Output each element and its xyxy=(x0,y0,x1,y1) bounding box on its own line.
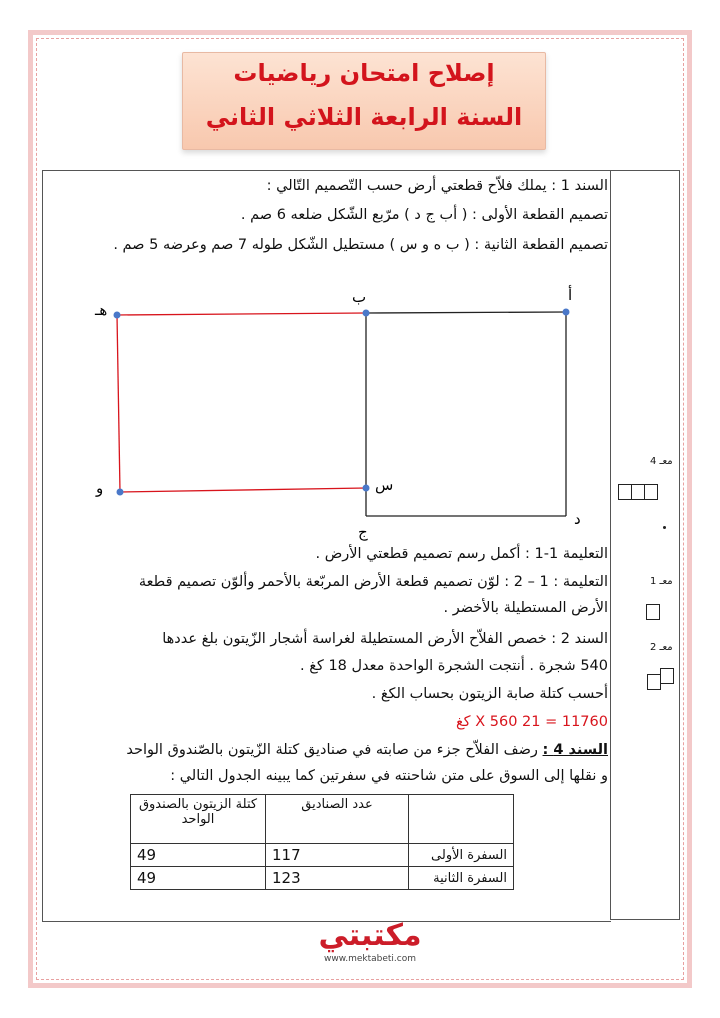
margin-label-m4: معـ 4 xyxy=(650,456,673,467)
site-logo xyxy=(300,918,440,978)
grade-cell[interactable] xyxy=(660,668,674,684)
table-row-label: السفرة الأولى xyxy=(409,844,514,867)
question-line: أحسب كتلة صابة الزيتون بحساب الكغ . xyxy=(371,686,608,702)
land-figure xyxy=(90,280,610,542)
sanad2-line-2: 540 شجرة . أنتجت الشجرة الواحدة معدل 18 كغ . xyxy=(300,658,608,674)
margin-label-m1: معـ 1 xyxy=(650,576,673,587)
label-a: أ xyxy=(568,286,573,304)
title-banner xyxy=(182,52,546,150)
table-header-row xyxy=(131,795,514,844)
point-s xyxy=(363,485,370,492)
crates-table xyxy=(130,794,514,890)
sanad4-line-2: و نقلها إلى السوق على متن شاحنته في سفرتين كما يبينه الجدول التالي : xyxy=(170,768,608,784)
table-cell-mass: 49 xyxy=(131,844,266,867)
piece1-line: تصميم القطعة الأولى : ( أب ج د ) مرّبع الشّكل ضلعه 6 صم . xyxy=(240,207,608,223)
label-j: ج xyxy=(358,523,368,541)
label-s: س xyxy=(375,476,394,494)
table-header-cell: عدد الصناديق xyxy=(266,795,409,844)
table-cell-mass: 49 xyxy=(131,867,266,890)
sanad1-line: السند 1 : يملك فلاّح قطعتي أرض حسب التّصميم التّالي : xyxy=(266,178,608,194)
grade-cell[interactable] xyxy=(644,484,658,500)
grade-cells-m4 xyxy=(619,484,658,500)
page-subtitle: السنة الرابعة الثلاثي الثاني xyxy=(205,103,523,131)
rect-bottom xyxy=(120,488,366,492)
square-top xyxy=(366,312,566,313)
instruction-1-2-cont: الأرض المستطيلة بالأخضر . xyxy=(443,600,608,616)
sanad4-text: رضف الفلاّح جزء من صابته في صناديق كتلة الزّيتون بالصّندوق الواحد xyxy=(126,742,543,758)
table-cell-boxes: 123 xyxy=(266,867,409,890)
grade-cell[interactable] xyxy=(646,604,660,620)
table-cell-boxes: 117 xyxy=(266,844,409,867)
table-row-label: السفرة الثانية xyxy=(409,867,514,890)
label-h: هـ xyxy=(95,301,108,319)
logo-wordmark: مكتبتي xyxy=(318,918,422,953)
table-row xyxy=(131,844,514,867)
point-h xyxy=(114,312,121,319)
sanad4-line xyxy=(126,742,608,758)
page-title: إصلاح امتحان رياضيات xyxy=(233,59,495,87)
label-b: ب xyxy=(352,288,367,306)
rect-left xyxy=(117,315,120,492)
table-header-cell: كتلة الزيتون بالصندوق الواحد xyxy=(131,795,266,844)
piece2-line: تصميم القطعة الثانية : ( ب ه و س ) مستطيل الشّكل طوله 7 صم وعرضه 5 صم . xyxy=(113,237,608,253)
label-d: د xyxy=(574,510,581,528)
sanad2-line: السند 2 : خصص الفلاّح الأرض المستطيلة لغراسة أشجار الزّيتون بلغ عددها xyxy=(162,631,608,647)
table-header-cell xyxy=(409,795,514,844)
margin-dot xyxy=(663,526,666,529)
instruction-1-2: التعليمة : 1 – 2 : لوّن تصميم قطعة الأرض المربّعة بالأحمر وألوّن تصميم قطعة xyxy=(138,574,608,590)
sanad4-label: السند 4 : xyxy=(542,742,608,758)
logo-url: www.mektabeti.com xyxy=(323,954,417,964)
point-w xyxy=(117,489,124,496)
instruction-1-1: التعليمة 1-1 : أكمل رسم تصميم قطعتي الأرض . xyxy=(315,546,608,562)
point-a xyxy=(563,309,570,316)
grade-cell[interactable] xyxy=(631,484,645,500)
grade-cells-m1 xyxy=(647,604,660,620)
grade-cell[interactable] xyxy=(618,484,632,500)
margin-label-m2: معـ 2 xyxy=(650,642,673,653)
label-w: و xyxy=(96,479,104,497)
grade-cells-m2 xyxy=(648,674,674,690)
table-row xyxy=(131,867,514,890)
grading-margin xyxy=(610,170,680,920)
rect-top xyxy=(117,313,366,315)
grade-cell[interactable] xyxy=(647,674,661,690)
answer-line: 11760 = 21 X 560 كغ xyxy=(455,714,608,730)
point-b xyxy=(363,310,370,317)
